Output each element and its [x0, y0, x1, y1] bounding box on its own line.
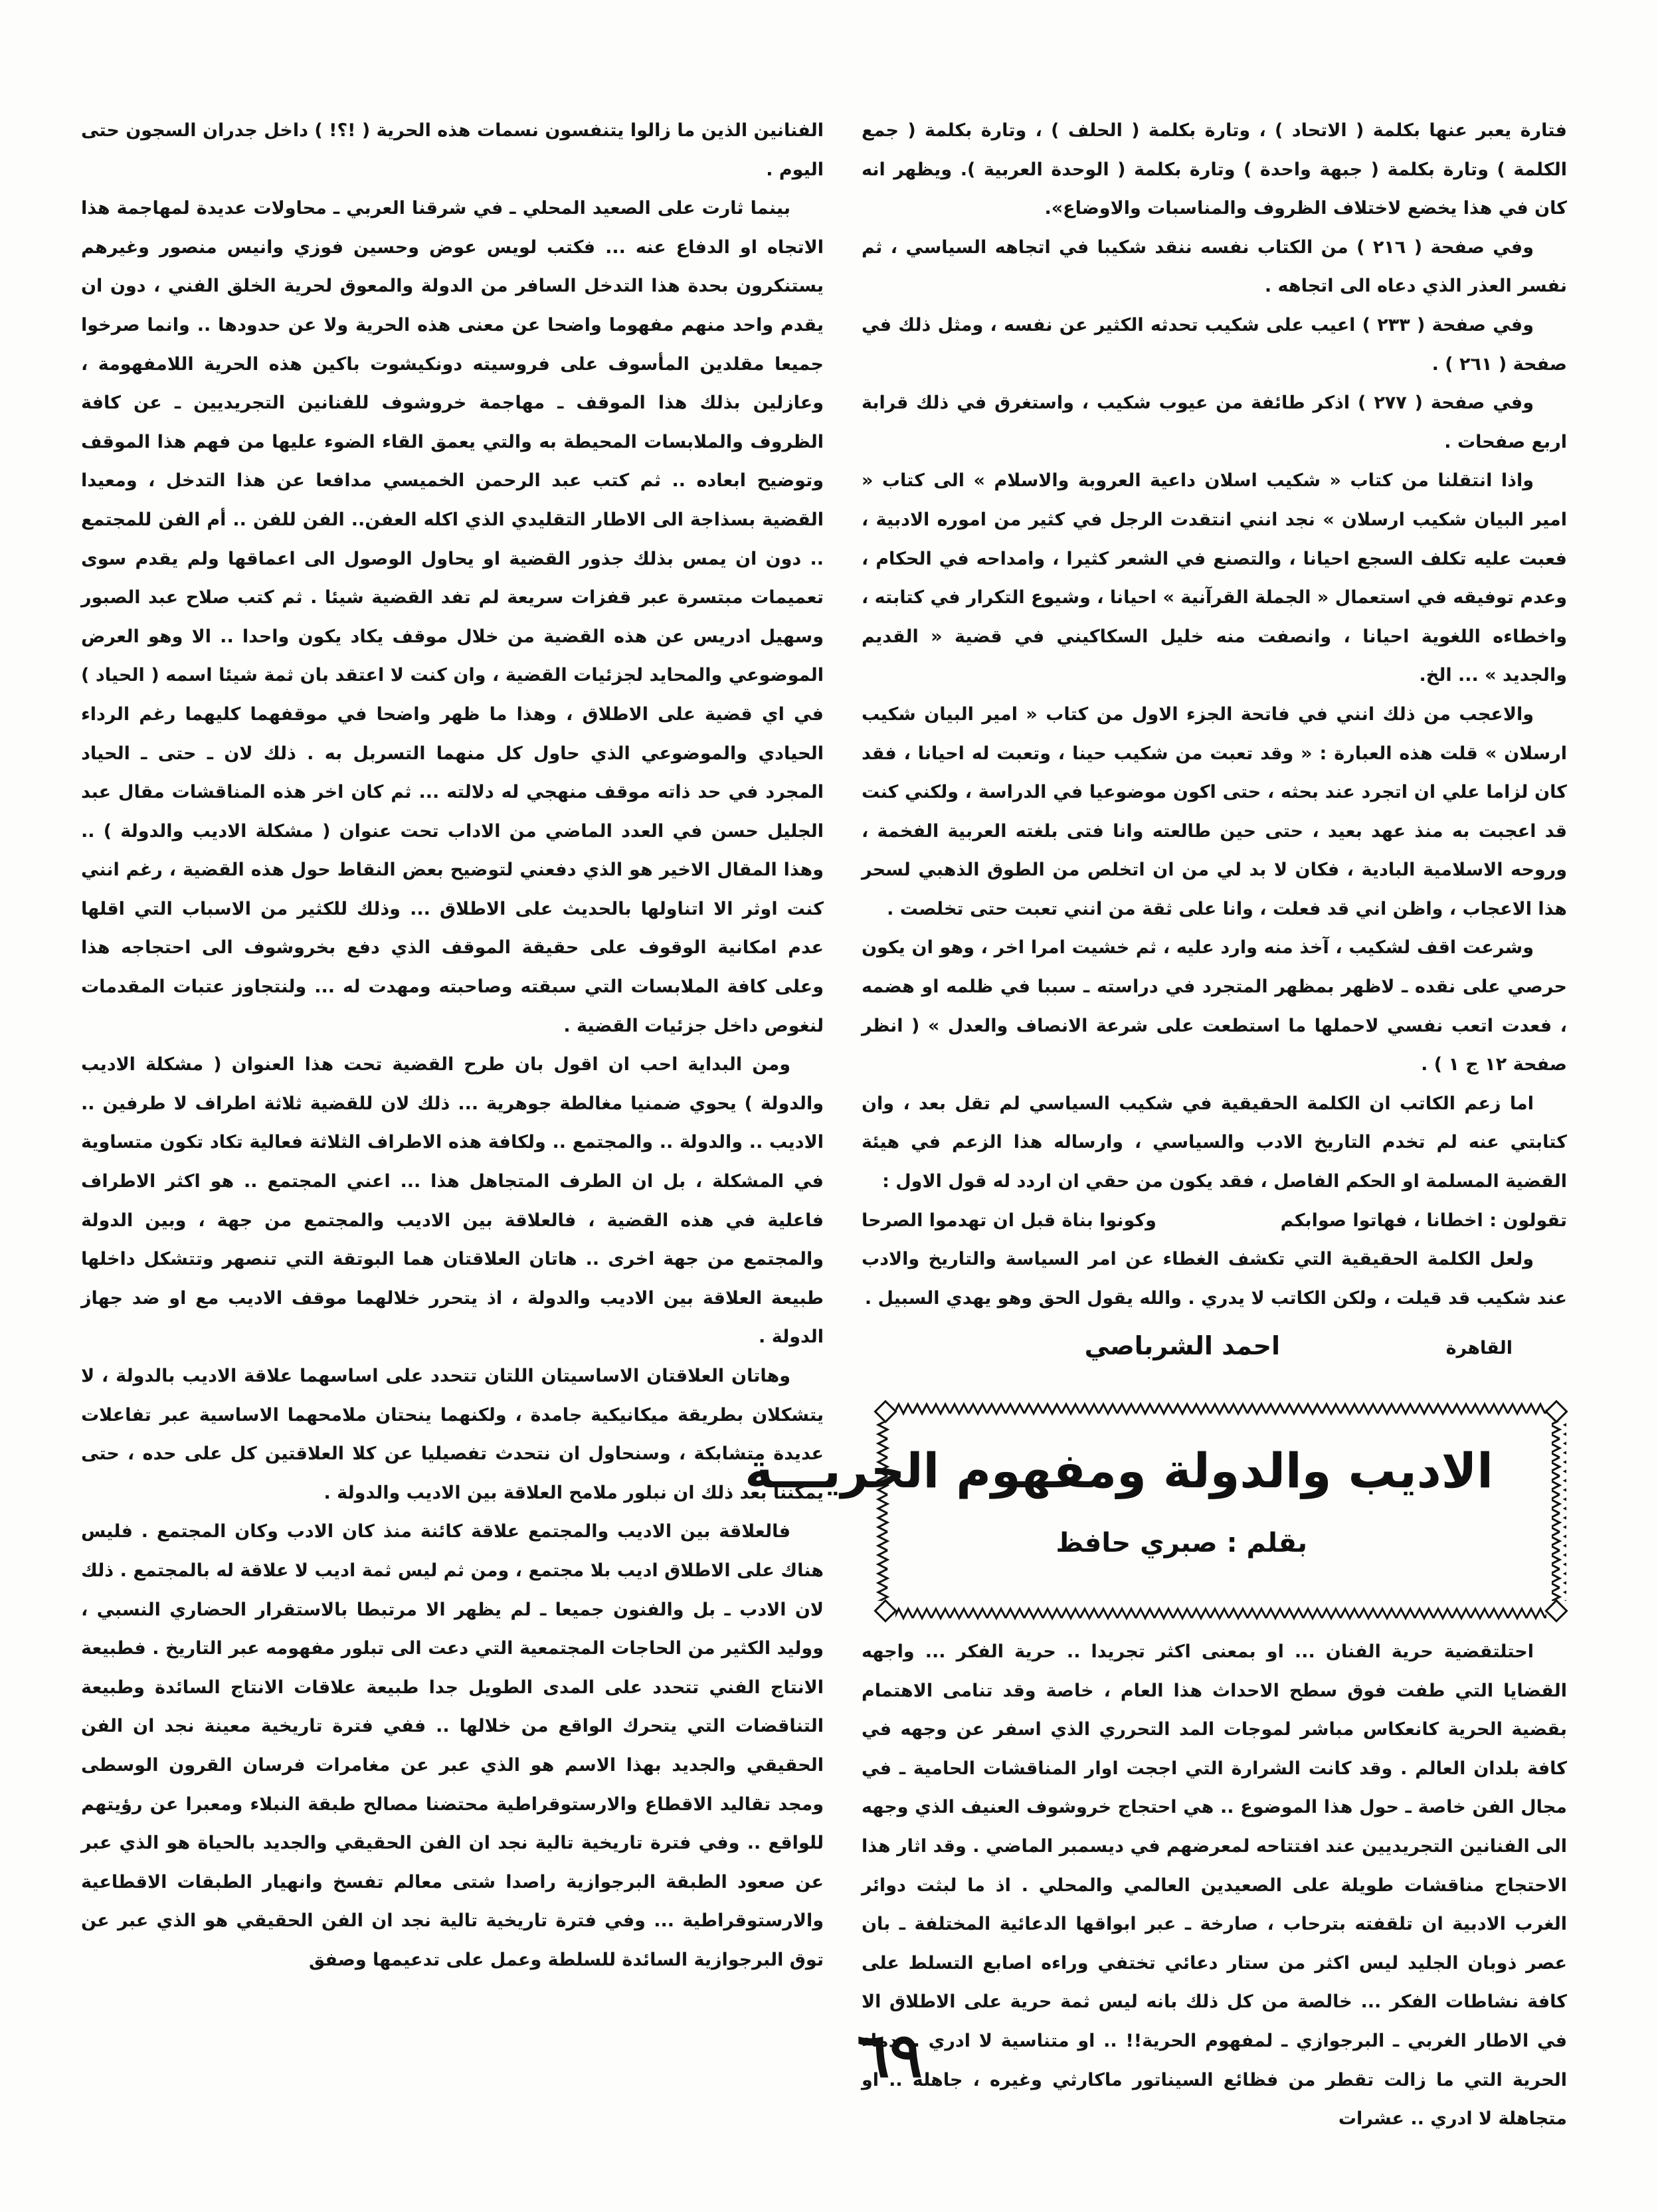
paragraph: بينما ثارت على الصعيد المحلي ـ في شرقنا العربي ـ محاولات عديدة لمهاجمة هذا الاتجاه او الدفاع عنه ... فكتب لويس عوض وحسين فوزي وانيس منصور وغيرهم يستنكرون بحدة هذا التدخل السافر من الدولة والمعوق لحرية الخلق الفني ، دون ان يقدم واحد منهم مفهوما واضحا عن معنى هذه الحرية ولا عن حدودها .. وانما صرخوا جميعا مقلدين المأسوف على فروسيته دونكيشوت باكين هذه الحرية اللامفهومة ، وعازلين بذلك هذا الموقف ـ مهاجمة خروشوف للفنانين التجريديين ـ عن كافة الظروف والملابسات المحيطة به والتي يعمق القاء الضوء عليها من فهم هذا الموقف وتوضيح ابعاده .. ثم كتب عبد الرحمن الخميسي مدافعا عن هذا التدخل ، ومعيدا القضية بسذاجة الى الاطار التقليدي الذي اكله العفن.. الفن للفن .. أم الفن للمجتمع .. دون ان يمس بذلك جذور القضية او يحاول الوصول الى اعماقها ولم يقدم سوى تعميمات مبتسرة عبر قفزات سريعة لم تفد القضية شيئا . ثم كتب صلاح عبد الصبور وسهيل ادريس عن هذه القضية من خلال موقف يكاد يكون واحدا .. الا وهو العرض الموضوعي والمحايد لجزئيات القضية ، وان كنت لا اعتقد بان ثمة شيئا اسمه ( الحياد ) في اي قضية على الاطلاق ، وهذا ما ظهر واضحا في موقفهما كليهما رغم الرداء الحيادي والموضوعي الذي حاول كل منهما التسربل به . ذلك لان ـ حتى ـ الحياد المجرد في حد ذاته موقف منهجي له دلالته ... ثم كان اخر هذه المناقشات مقال عبد الجليل حسن في العدد الماضي من الاداب تحت عنوان ( مشكلة الاديب والدولة ) .. وهذا المقال الاخير هو الذي دفعني لتوضيح بعض النقاط حول هذه القضية ، رغم انني كنت اوثر الا اتناولها بالحديث على الاطلاق ... وذلك للكثير من الاسباب التي اقلها عدم امكانية الوقوف على حقيقة الموقف الذي دفع بخروشوف الى احتجاجه هذا وعلى كافة الملابسات التي سبقته وصاحبته ومهدت له ... ولنتجاوز عتبات المقدمات لنغوص داخل جزئيات القضية .: [81, 198, 824, 1036]
page-number: ٦٩: [857, 2019, 923, 2091]
signature-author: احمد الشرباصي: [1084, 1331, 1280, 1360]
article-byline: بقلم : صبري حافظ: [1056, 1528, 1307, 1558]
paragraph: وفي صفحة ( ٢٣٣ ) اعيب على شكيب تحدثه الكثير عن نفسه ، ومثل ذلك في صفحة ( ٢٦١ ) .: [862, 314, 1567, 375]
paragraph: وفي صفحة ( ٢٧٧ ) اذكر طائفة من عيوب شكيب ، واستغرق في ذلك قرابة اربع صفحات .: [862, 393, 1567, 452]
paragraph: وشرعت اقف لشكيب ، آخذ منه وارد عليه ، ثم خشيت امرا اخر ، وهو ان يكون حرصي على نقده ـ لاظهر بمظهر المتجرد في دراسته ـ سببا في ظلمه او هضمه ، فعدت اتعب نفسي لاحملها ما استطعت على شرعة الانصاف والعدل » ( انظر صفحة ١٢ ج ١ ) .: [862, 937, 1567, 1075]
paragraph: والاعجب من ذلك انني في فاتحة الجزء الاول من كتاب « امير البيان شكيب ارسلان » قلت هذه العبارة : « وقد تعبت من شكيب حينا ، وتعبت له احيانا ، فقد كان لزاما علي ان اتجرد عند بحثه ، حتى اكون موضوعيا في الدراسة ، ولكني كنت قد اعجبت به منذ عهد بعيد ، حتى حين طالعته وانا فتى بلغته العربية الفخمة ، وروحه الاسلامية البادية ، فكان لا بد لي من ان اتخلص من الطوق الذهبي لسحر هذا الاعجاب ، واظن اني قد فعلت ، وانا على ثقة من انني تعبت حتى تخلصت .: [862, 703, 1567, 919]
signature-place: القاهرة: [1445, 1338, 1513, 1358]
verse-second-hemistich: وكونوا بناة قبل ان تهدموا الصرحا: [862, 1210, 1156, 1231]
article-title-box: [745, 1402, 1566, 1621]
paragraph: ومن البداية احب ان اقول بان طرح القضية تحت هذا العنوان ( مشكلة الاديب والدولة ) يحوي ضمنيا مغالطة جوهرية ... ذلك لان للقضية ثلاثة اطراف لا طرفين .. الاديب .. والدولة .. والمجتمع .. ولكافة هذه الاطراف الثلاثة فعالية تكاد تكون متساوية في المشكلة ، بل ان الطرف المتجاهل هذا ... اعني المجتمع .. هو اكثر الاطراف فاعلية في هذه القضية ، فالعلاقة بين الاديب والمجتمع من جهة ، وبين الدولة والمجتمع من جهة اخرى .. هاتان العلاقتان هما البوتقة التي تنصهر وتتشكل داخلها طبيعة العلاقة بين الاديب والدولة ، اذ يتحرر خلالهما موقف الاديب مع او ضد جهاز الدولة .: [81, 1054, 824, 1348]
paragraph: واذا انتقلنا من كتاب « شكيب اسلان داعية العروبة والاسلام » الى كتاب « امير البيان شكيب ارسلان » نجد انني انتقدت الرجل في كثير من اموره الادبية ، فعبت عليه تكلف السجع احيانا ، والتصنع في الشعر كثيرا ، وامداحه في الحكام ، وعدم توفيقه في استعمال « الجملة القرآنية » احيانا ، وشيوع التكرار في كتابته ، واخطاءه اللغوية احيانا ، وانصفت منه خليل السكاكيني في قضية « القديم والجديد » ... الخ.: [862, 470, 1567, 686]
poem-verse: [862, 1202, 1567, 1241]
paragraph: فالعلاقة بين الاديب والمجتمع علاقة كائنة منذ كان الادب وكان المجتمع . فليس هناك على الاطلاق اديب بلا مجتمع ، ومن ثم ليس ثمة اديب لا علاقة له بالمجتمع . ذلك لان الادب ـ بل والفنون جميعا ـ لم يظهر الا مرتبطا بالاستقرار الحضاري النسبي ، ووليد الكثير من الحاجات المجتمعية التي دعت الى تبلور مفهومه عبر التاريخ . فطبيعة الانتاج الفني تتحدد على المدى الطويل جدا طبيعة علاقات الانتاج السائدة وطبيعة التناقضات التي يتحرك الواقع من خلالها .. ففي فترة تاريخية معينة نجد ان الفن الحقيقي والجديد بهذا الاسم هو الذي عبر عن مغامرات فرسان القرون الوسطى ومجد تقاليد الاقطاع والارستوقراطية محتضنا مصالح طبقة النبلاء ومعبرا عن رؤيتهم للواقع .. وفي فترة تاريخية تالية نجد ان الفن الحقيقي والجديد بالحياة هو الذي عبر عن صعود الطبقة البرجوازية راصدا شتى معالم تفسخ وانهيار الطبقات الاقطاعية والارستوقراطية ... وفي فترة تاريخية تالية نجد ان الفن الحقيقي هو الذي عبر عن توق البرجوازية السائدة للسلطة وعمل على تدعيمها وصفق: [81, 1521, 824, 1970]
paragraph: احتلتقضية حرية الفنان ... او بمعنى اكثر تجريدا .. حرية الفكر ... واجهه القضايا التي طفت فوق سطح الاحداث هذا العام ، خاصة وقد تنامى الاهتمام بقضية الحرية كانعكاس مباشر لموجات المد التحرري الذي اسفر عن وجهه في كافة بلدان العالم . وقد كانت الشرارة التي اججت اوار المناقشات الحامية ـ في مجال الفن خاصة ـ حول هذا الموضوع .. هي احتجاج خروشوف العنيف الذي وجهه الى الفنانين التجريديين عند افتتاحه لمعرضهم في ديسمبر الماضي . وقد اثار هذا الاحتجاج مناقشات طويلة على الصعيدين العالمي والمحلي . اذ ما لبثت دوائر الغرب الادبية ان تلقفته بترحاب ، صارخة ـ عبر ابواقها الدعائية المختلفة ـ بان عصر ذوبان الجليد ليس اكثر من ستار دعائي تختفي وراءه اصابع التسلط على كافة نشاطات الفكر ... خالصة من كل ذلك بانه ليس ثمة حرية على الاطلاق الا في الاطار الغربي ـ البرجوازي ـ لمفهوم الحرية!! .. او متناسية لا ادري .. دماء الحرية التي ما زالت تقطر من فظائع السيناتور ماكارثي وغيره ، جاهله .. او متجاهلة لا ادري .. عشرات: [862, 1641, 1567, 2130]
paragraph: الفنانين الذين ما زالوا يتنفسون نسمات هذه الحرية ( !؟! ) داخل جدران السجون حتى اليوم .: [81, 120, 824, 180]
ornamental-frame-icon: [875, 1402, 1566, 1621]
left-column: [81, 112, 824, 2011]
paragraph: وفي صفحة ( ٢١٦ ) من الكتاب نفسه ننقد شكيبا في اتجاهه السياسي ، ثم نفسر العذر الذي دعاه الى اتجاهه .: [862, 236, 1567, 297]
paragraph: ولعل الكلمة الحقيقية التي تكشف الغطاء عن امر السياسة والتاريخ والادب عند شكيب قد قيلت ، ولكن الكاتب لا يدري . والله يقول الحق وهو يهدي السبيل .: [862, 1249, 1567, 1309]
article-signature: [862, 1331, 1552, 1378]
paragraph: فتارة يعبر عنها بكلمة ( الاتحاد ) ، وتارة بكلمة ( الحلف ) ، وتارة بكلمة ( جمع الكلمة ) وتارة بكلمة ( جبهة واحدة ) وتارة بكلمة ( الوحدة العربية ). ويظهر انه كان في هذا يخضع لاختلاف الظروف والمناسبات والاوضاع».: [862, 120, 1567, 219]
right-column-top: [862, 112, 1567, 1374]
verse-first-hemistich: تقولون : اخطانا ، فهاتوا صوابكم: [1280, 1210, 1567, 1231]
paragraph: اما زعم الكاتب ان الكلمة الحقيقية في شكيب السياسي لم تقل بعد ، وان كتابتي عنه لم تخدم التاريخ الادب والسياسي ، وارساله هذا الزعم في هيئة القضية المسلمة او الحكم الفاصل ، فقد يكون من حقي ان اردد له قول الاول :: [862, 1093, 1567, 1192]
paragraph: وهاتان العلاقتان الاساسيتان اللتان تتحدد على اساسهما علاقة الاديب بالدولة ، لا يتشكلان بطريقة ميكانيكية جامدة ، ولكنهما ينحتان ملامحهما الاساسية عبر تفاعلات عديدة متشابكة ، وسنحاول ان نتحدث تفصيليا عن كلا العلاقتين كل على حده ، حتى يمكننا بعد ذلك ان نبلور ملامح العلاقة بين الاديب والدولة .: [81, 1366, 824, 1503]
article-title: الاديب والدولة ومفهوم الحريـــة: [745, 1443, 1493, 1499]
